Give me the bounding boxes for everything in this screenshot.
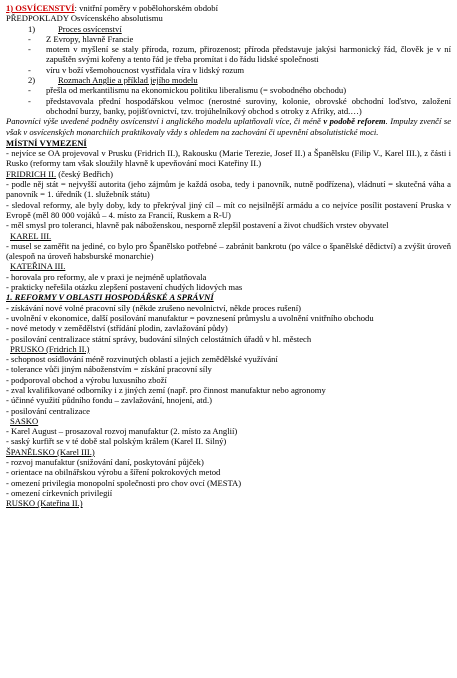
list-item: - schopnost osídlování méně rozvinutých oblastí a jejich zemědělské využívání [6,354,278,365]
section-1-number: 1) [28,23,36,34]
list-item: - tolerance vůči jiným náboženstvím = získání pracovní síly [6,364,212,375]
list-item: - omezení privilegia monopolní společnosti pro chov ovcí (MESTA) [6,477,242,488]
list-item: - motem v myšlení se staly příroda, rozum, přirozenost; příroda představuje jakýsi harmonický řád, člověk je v ní zapuštěn svými kořeny a tento řád je třeba promítat i do řádu lidské společnosti [28,44,451,65]
list-item: - podle něj stát = nejvyšší autorita (jeho zájmům je každá osoba, tedy i panovník, nutně podřízena), vládnutí = skutečná váha a panovník = 1. úředník (1. služebník státu) [6,179,451,200]
list-item: - účinné využití půdního fondu – zavlažování, hnojení, atd.) [6,395,212,406]
list-item: - prakticky neřešila otázku zlepšení postavení chudých lidových mas [6,282,243,293]
section-2-heading [6,75,451,85]
list-item: - získávání nové volné pracovní síly (někde zrušeno nevolnictví, někde proces rušení) [6,302,301,313]
list-item: - podporoval obchod a výrobu luxusního zboží [6,374,167,385]
list-item: - horovala pro reformy, ale v praxi je nejméně uplatňovala [6,271,207,282]
list-item: - víru v boží všemohoucnost vystřídala víra v lidský rozum [28,64,245,75]
section-1-heading [6,24,451,34]
section-1-title: Proces osvícenství [58,23,122,34]
section-2-title: Rozmach Anglie a příklad jejího modelu [58,75,198,86]
prusko-heading: PRUSKO (Fridrich II.) [10,343,90,354]
sasko-heading: SASKO [10,415,39,426]
title-rest: : vnitřní poměry v pobělohorském období [74,3,218,13]
list-item: - orientace na obilnářskou výrobu a šíření pokrokových metod [6,467,221,478]
spanelsko-heading: ŠPANĚLSKO (Karel III.) [6,446,95,457]
mistni-heading: MÍSTNÍ VYMEZENÍ [6,137,87,148]
list-item: - musel se zaměřit na jediné, co bylo pro Španělsko potřebné – zabránit bankrotu (po válce o španělské dědictví) a zvýšit úroveň (alespoň na úroveň habsburské monarchie) [6,240,451,262]
section-2-number: 2) [28,75,36,86]
list-item: - Karel August – prosazoval rozvoj manufaktur (2. místo za Anglií) [6,426,238,437]
list-item: - saský kurfiřt se v té době stal polským králem (Karel II. Silný) [6,436,227,447]
list-item: - představovala přední hospodářskou velmoc (nerostné suroviny, kolonie, obrovské obchodní loďstvo, založení obchodní burzy, banky, pojišťovnictví, tzv. trojúhelníkový obchod s otroky z Afriky, atd.…) [28,95,451,116]
list-item: - přešla od merkantilismu na ekonomickou politiku liberalismu (= svobodného obchodu) [28,85,347,96]
predpoklady-label: PŘEDPOKLADY Osvícenského absolutismu [6,13,163,24]
list-item: - uvolnění v ekonomice, další posilování manufaktur = povznesení průmyslu a uvolnění vnitřního obchodu [6,312,374,323]
list-item: - omezení církevních privilegií [6,487,113,498]
list-item: - rozvoj manufaktur (snižování daní, poskytování půjček) [6,457,204,468]
list-item: - nové metody v zemědělství (střídání plodin, zavlažování půdy) [6,323,228,334]
mistni-intro: - nejvíce se OA projevoval v Prusku (Fridrich II.), Rakousku (Marie Terezie, Josef II.) a Španělsku (Filip V., Karel III.), z části i Rusko (reformy tam však sloužily hlavně k upevňování moci Kateřiny II.) [6,148,451,169]
reformy-heading: 1. REFORMY V OBLASTI HOSPODÁŘSKÉ A SPRÁVNÍ [6,292,214,303]
rusko-heading: RUSKO (Kateřina II.) [6,498,83,509]
list-item: - Z Evropy, hlavně Francie [28,33,134,44]
list-item: - posilování centralizace státní správy, budování silných celostátních úřadů v hl. městech [6,333,312,344]
list-item: - posilování centralizace [6,405,90,416]
document-title [6,3,451,13]
katerina-heading: KATEŘINA III. [10,261,66,272]
fridrich-heading: FRIDRICH II. (český Bedřich) [6,168,113,179]
italic-note: Panovníci výše uvedené podněty osvícenství i anglického modelu uplatňovali více, či méně v podobě reforem. Impulzy zvenčí se však v osvícenských monarchiích praktikovaly vždy s ohledem na zachování či upevnění absolutistické moci. [6,116,452,137]
list-item: - sledoval reformy, ale byly doby, kdy to překrýval jiný cíl – mít co nejsilnější armádu a co nejvíce posílit postavení Pruska v Evropě (měl 80 000 vojáků – 4. místo za Francií, Ruskem a R-U) [6,199,451,220]
title-main: 1) OSVÍCENSTVÍ [6,3,75,13]
list-item: - zval kvalifikované odborníky i z jiných zemí (např. pro činnost manufaktur nebo agronomy [6,384,326,395]
karel-heading: KAREL III. [10,230,52,241]
list-item: - měl smysl pro toleranci, hlavně pak náboženskou, nesporně zlepšil postavení a život chudších vrstev obyvatel [6,220,389,231]
